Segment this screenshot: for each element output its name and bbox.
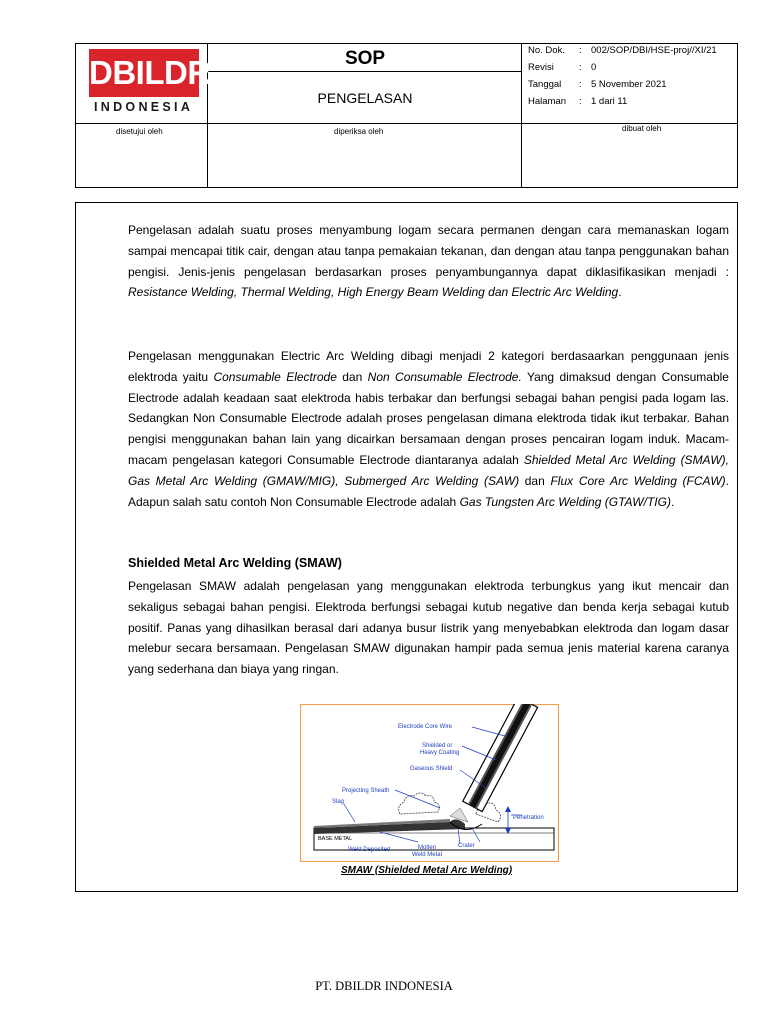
signature-made-label: dibuat oleh [622,124,662,133]
label-crater: Crater [458,843,475,849]
label-gaseous: Gaseous Shield [410,766,453,772]
meta-sep: : [579,79,582,90]
divider [207,71,521,72]
meta-value: 002/SOP/DBI/HSE-proj//XI/21 [591,45,717,56]
meta-key: Revisi [528,62,554,73]
label-core-wire: Electrode Core Wire [398,724,453,730]
company-logo [86,49,211,119]
label-penetration: Penetration [513,815,544,821]
content-frame [75,202,738,892]
p2-text-3: Yang dimaksud dengan Consumable Electrode adalah keadaan saat elektroda habis terbakar dan berfungsi sebagai bahan pengisi pada logam las. Sedangkan Non Consumable Electrode adalah proses pengelasan dimana elektroda tidak ikut terbakar. Bahan pengisi menggunakan bahan lain yang dicairkan bersamaan dengan proses pencairan logam induk. Macam-macam pengelasan kategori Consumable Electrode diantaranya adalah [128,369,729,467]
p2-text-4: dan [519,473,551,488]
p2-italic-4: Flux Core Arc Welding (FCAW) [550,473,726,488]
p2-italic-3: Shielded Metal Arc Welding (SMAW), Gas Metal Arc Welding (GMAW/MIG), Submerged Arc Welding (SAW) [128,452,730,488]
page-footer: PT. DBILDR INDONESIA [315,979,453,993]
meta-sep: : [579,45,582,56]
smaw-diagram-svg [300,704,559,862]
label-slag: Slag [332,799,345,805]
meta-value: 5 November 2021 [591,79,667,90]
smaw-text: Pengelasan SMAW adalah pengelasan yang menggunakan elektroda terbungkus yang ikut mencair dan sekaligus sebagai bahan pengisi. Elektroda berfungsi sebagai kutub negative dan benda kerja sebagai kutub positif. Panas yang dihasilkan berasal dari adanya busur listrik yang menyebabkan elektroda dan logam dasar melebur secara bersamaan. Pengelasan SMAW digunakan hampir pada semua jenis material karena caranya yang sederhana dan biaya yang ringan. [128,579,729,677]
p2-text-6: . [670,494,675,509]
p2-text-5: . Adapun salah satu contoh Non Consumable Electrode adalah [128,473,729,509]
p2-italic-1: Consumable Electrode [213,369,337,384]
label-base-metal: BASE METAL [318,836,353,842]
sop-header-table [75,43,738,188]
label-coating: Heavy Coating [420,750,460,756]
p2-italic-2: Non Consumable Electrode. [367,369,522,384]
signature-approved-label: disetujui oleh [116,127,163,136]
meta-sep: : [579,62,582,73]
p2-text-1: Pengelasan menggunakan Electric Arc Welding dibagi menjadi 2 kategori berdasaarkan penggunaan jenis elektroda yaitu [128,349,729,384]
doc-type: SOP [344,48,386,69]
doc-title: PENGELASAN [317,90,413,106]
signature-checked-label: diperiksa oleh [334,127,384,136]
meta-key: Tanggal [528,79,562,90]
label-weld-metal: Weld Metal [412,852,442,858]
smaw-diagram [300,704,559,862]
section-title-smaw: Shielded Metal Arc Welding (SMAW) [128,556,342,570]
p2-text-2: dan [336,369,368,384]
intro-italic: Resistance Welding, Thermal Welding, High Energy Beam Welding dan Electric Arc Welding [128,285,619,300]
paragraph-electrode-categories [128,346,729,512]
paragraph-smaw [128,576,729,680]
intro-end: . [618,285,622,300]
paragraph-intro [128,220,729,303]
logo-subtitle: INDONESIA [94,100,194,114]
label-weld-deposited: Weld Deposited [348,847,391,853]
intro-text: Pengelasan adalah suatu proses menyambung logam secara permanen dengan cara memanaskan logam sampai mencapai titik cair, dengan atau tanpa pemakaian tekanan, dan dengan atau tanpa penggunakan bahan pengisi. Jenis-jenis pengelasan berdasarkan proses penyambungannya dapat diklasifikasikan menjadi : [128,223,729,279]
label-molten: Molten [418,845,437,851]
label-sheath: Projecting Sheath [342,788,390,794]
label-shielded: Shielded or [422,743,453,749]
logo-brand: DBILDR [89,49,199,97]
meta-value: 1 dari 11 [591,96,628,107]
meta-sep: : [579,96,582,107]
p2-italic-5: Gas Tungsten Arc Welding (GTAW/TIG) [459,494,671,509]
figure-caption: SMAW (Shielded Metal Arc Welding) [341,865,513,876]
meta-key: Halaman [528,96,567,107]
meta-value: 0 [591,62,597,73]
meta-key: No. Dok. [528,45,565,56]
